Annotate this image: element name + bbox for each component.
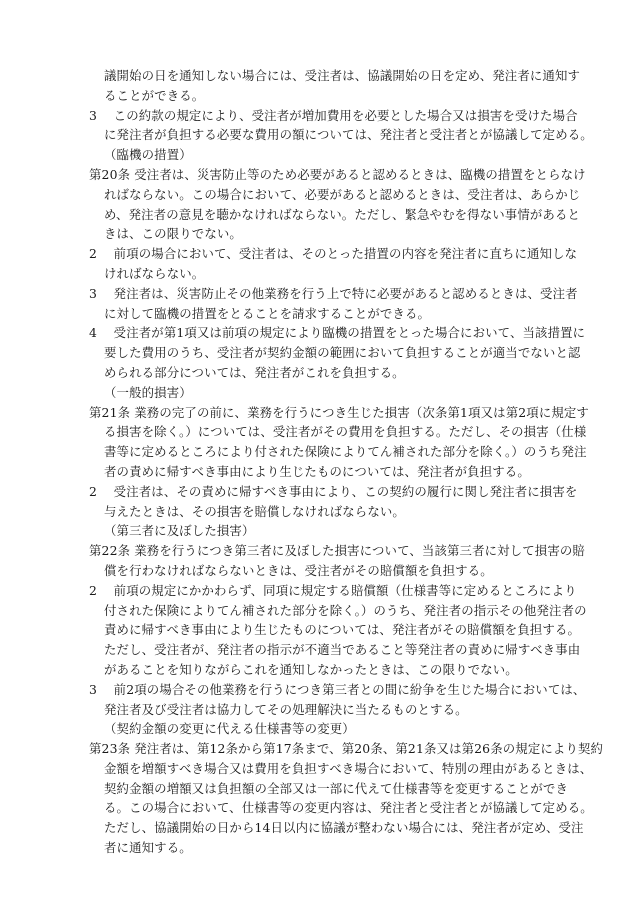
text-line: 書等に定めるところにより付された保険によりてん補された部分を除く。）のうち発注 <box>104 444 587 460</box>
text-line: ることができる。 <box>104 87 205 103</box>
text-line: 与えたときは、その損害を賠償しなければならない。 <box>104 503 405 519</box>
text-line: る損害を除く。）については、受注者がその費用を負担する。ただし、その損害（仕様 <box>104 424 587 440</box>
text-line: ればならない。この場合において、必要があると認めるときは、受注者は、あらかじ <box>104 186 581 202</box>
text-line: 償を行わなければならないときは、受注者がその賠償額を負担する。 <box>104 562 493 578</box>
text-line: 3 この約款の規定により、受注者が増加費用を必要とした場合又は損害を受けた場合 <box>89 107 578 123</box>
text-line: 金額を増額すべき場合又は費用を負担すべき場合において、特別の理由があるときは、 <box>104 760 593 776</box>
text-line: に対して臨機の措置をとることを請求することができる。 <box>104 305 431 321</box>
text-line: る。この場合において、仕様書等の変更内容は、発注者と受注者とが協議して定める。 <box>104 800 593 816</box>
document-body <box>89 66 604 858</box>
text-line: 第21条 業務の完了の前に、業務を行うにつき生じた損害（次条第1項又は第2項に規定す <box>89 404 589 420</box>
text-line: きは、この限りでない。 <box>104 226 242 242</box>
text-line: 2 前項の規定にかかわらず、同項に規定する賠償額（仕様書等に定めるところにより <box>89 582 577 598</box>
text-line: （臨機の措置） <box>104 147 192 163</box>
text-line: 議開始の日を通知しない場合には、受注者は、協議開始の日を定め、発注者に通知す <box>104 68 581 83</box>
text-line: 発注者及び受注者は協力してその処理解決に当たるものとする。 <box>104 701 468 717</box>
text-line: （契約金額の変更に代える仕様書等の変更） <box>104 721 355 737</box>
text-line: 者に通知する。 <box>104 840 192 856</box>
text-line: められる部分については、発注者がこれを負担する。 <box>104 364 405 380</box>
text-line: 契約金額の増額又は負担額の全部又は一部に代えて仕様書等を変更することができ <box>104 780 569 796</box>
text-line: （第三者に及ぼした損害） <box>104 523 255 539</box>
text-line: 3 前2項の場合その他業務を行うにつき第三者との間に紛争を生じた場合においては、 <box>89 681 586 697</box>
text-line: 3 発注者は、災害防止その他業務を行う上で特に必要があると認めるときは、受注者 <box>89 285 578 301</box>
text-line: め、発注者の意見を聴かなければならない。ただし、緊急やむを得ない事情があると <box>104 206 581 222</box>
text-line: 4 受注者が第1項又は前項の規定により臨機の措置をとった場合において、当該措置に <box>89 325 586 341</box>
text-line: 者の責めに帰すべき事由により生じたものについては、発注者が負担する。 <box>104 463 530 479</box>
text-line: に発注者が負担する必要な費用の額については、発注者と受注者とが協議して定める。 <box>104 127 593 143</box>
text-line: 付された保険によりてん補された部分を除く。）のうち、発注者の指示その他発注者の <box>104 602 587 618</box>
text-line: （一般的損害） <box>104 384 192 400</box>
text-line: 責めに帰すべき事由により生じたものについては、発注者がその賠償額を負担する。 <box>104 622 581 638</box>
text-line: 2 前項の場合において、受注者は、そのとった措置の内容を発注者に直ちに通知しな <box>89 246 578 262</box>
text-line: 第20条 受注者は、災害防止等のため必要があると認めるときは、臨機の措置をとらなけ <box>89 166 586 182</box>
text-line: ただし、受注者が、発注者の指示が不適当であること等発注者の責めに帰すべき事由 <box>104 642 581 658</box>
text-line: 第23条 発注者は、第12条から第17条まで、第20条、第21条又は第26条の規定により契約 <box>89 741 604 757</box>
text-line: があることを知りながらこれを通知しなかったときは、この限りでない。 <box>104 661 518 677</box>
text-line: ければならない。 <box>104 265 205 281</box>
text-line: 2 受注者は、その責めに帰すべき事由により、この契約の履行に関し発注者に損害を <box>89 483 578 499</box>
text-line: 要した費用のうち、受注者が契約金額の範囲において負担することが適当でないと認 <box>104 345 581 361</box>
text-line: 第22条 業務を行うにつき第三者に及ぼした損害について、当該第三者に対して損害の賠 <box>89 543 585 559</box>
text-line: ただし、協議開始の日から14日以内に協議が整わない場合には、発注者が定め、受注 <box>104 820 584 836</box>
